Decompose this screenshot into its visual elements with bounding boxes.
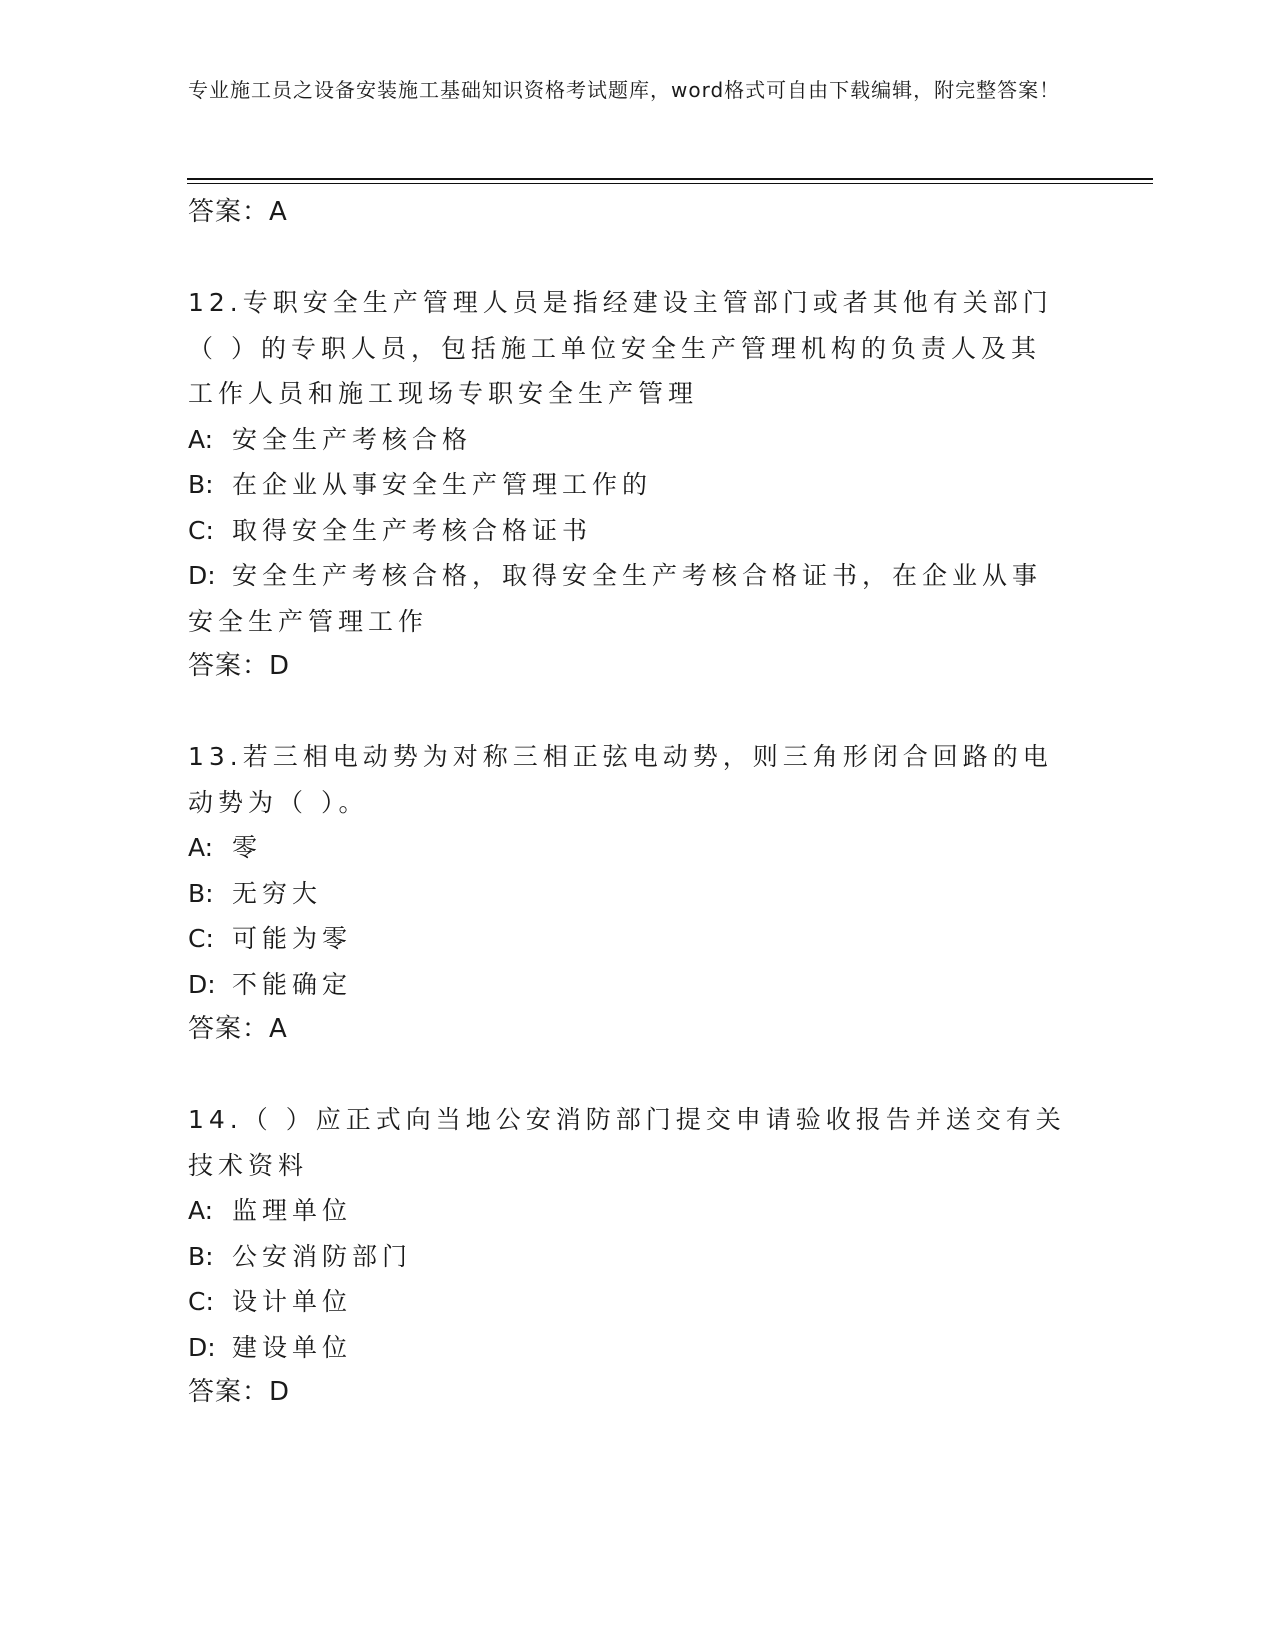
- option-letter: B:: [188, 878, 214, 908]
- document-header: 专业施工员之设备安装施工基础知识资格考试题库，word格式可自由下载编辑，附完整答案！: [188, 78, 1061, 102]
- option-b: [188, 462, 1068, 508]
- option-letter: D:: [188, 1332, 216, 1362]
- question-text: 12.专职安全生产管理人员是指经建设主管部门或者其他有关部门（ ）的专职人员，包括施工单位安全生产管理机构的负责人及其工作人员和施工现场专职安全生产管理: [188, 288, 1053, 408]
- answer-line: 答案：A: [188, 1014, 288, 1044]
- option-text: 安全生产考核合格，取得安全生产考核合格证书，在企业从事安全生产管理工作: [188, 561, 1043, 636]
- question-list: [188, 190, 1068, 1414]
- question-text: 14.（ ）应正式向当地公安消防部门提交申请验收报告并送交有关技术资料: [188, 1105, 1066, 1180]
- option-d: [188, 1325, 1068, 1371]
- option-letter: A:: [188, 424, 214, 454]
- option-c: [188, 916, 1068, 962]
- option-d: [188, 553, 1068, 644]
- option-a: [188, 825, 1068, 871]
- option-letter: D:: [188, 969, 216, 999]
- option-letter: C:: [188, 924, 214, 953]
- option-letter: B:: [188, 1241, 214, 1271]
- header-divider: [187, 178, 1153, 180]
- option-text: 公安消防部门: [232, 1241, 413, 1271]
- option-text: 设计单位: [232, 1287, 353, 1316]
- option-letter: C:: [188, 515, 214, 545]
- option-text: 零: [232, 833, 263, 862]
- option-c: [188, 508, 1068, 554]
- option-letter: D:: [188, 561, 216, 590]
- answer-line: 答案：A: [188, 197, 288, 227]
- option-text: 不能确定: [232, 969, 353, 999]
- option-b: [188, 1234, 1068, 1280]
- option-text: 可能为零: [232, 924, 353, 953]
- option-letter: A:: [188, 833, 214, 862]
- question-12: [188, 280, 1068, 688]
- option-c: [188, 1279, 1068, 1325]
- option-text: 建设单位: [232, 1332, 353, 1362]
- option-a: [188, 1188, 1068, 1234]
- option-letter: A:: [188, 1196, 214, 1225]
- question-13: [188, 734, 1068, 1051]
- option-text: 监理单位: [232, 1196, 353, 1225]
- option-text: 取得安全生产考核合格证书: [232, 515, 593, 545]
- option-letter: C:: [188, 1287, 214, 1316]
- option-text: 在企业从事安全生产管理工作的: [232, 470, 653, 499]
- answer-line: 答案：D: [188, 651, 291, 681]
- option-a: [188, 417, 1068, 463]
- question-text: 13.若三相电动势为对称三相正弦电动势，则三角形闭合回路的电动势为（ ）。: [188, 742, 1053, 817]
- option-d: [188, 962, 1068, 1008]
- answer-line: 答案：D: [188, 1377, 291, 1407]
- question-14: [188, 1097, 1068, 1414]
- option-letter: B:: [188, 470, 214, 499]
- header-divider-thin: [187, 183, 1153, 184]
- option-b: [188, 871, 1068, 917]
- option-text: 安全生产考核合格: [232, 424, 473, 454]
- option-text: 无穷大: [232, 878, 323, 908]
